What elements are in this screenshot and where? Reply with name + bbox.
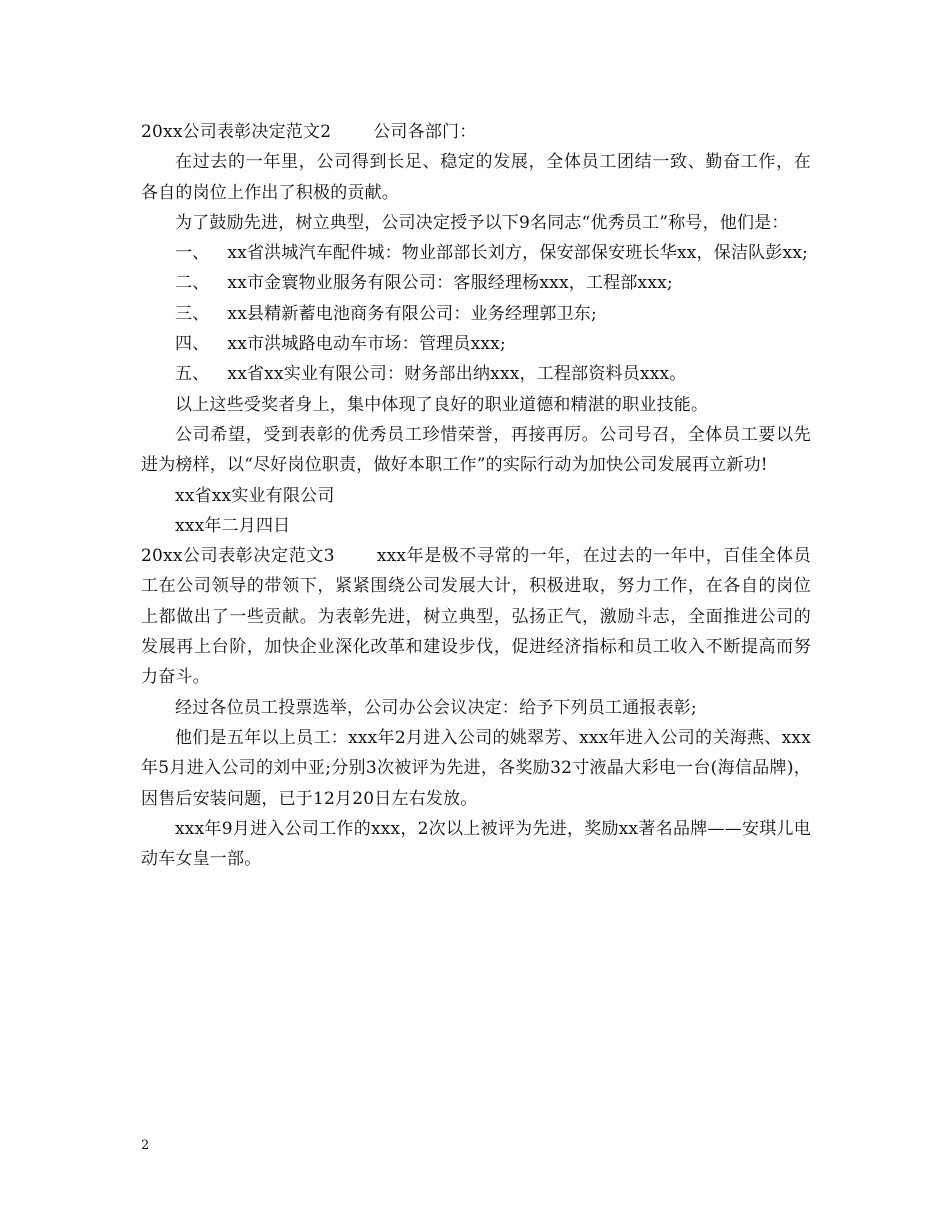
award-item-2 bbox=[141, 268, 811, 298]
award-item-text: xx县精新蓄电池商务有限公司：业务经理郭卫东; bbox=[227, 303, 597, 324]
document-body bbox=[141, 117, 811, 874]
signature-company: xx省xx实业有限公司 bbox=[175, 485, 335, 506]
award-item-3 bbox=[141, 299, 811, 329]
page-number: 2 bbox=[141, 1138, 150, 1153]
award-item-text: xx省洪城汽车配件城：物业部部长刘方，保安部保安班长华xx，保洁队彭xx; bbox=[227, 243, 809, 264]
section2-heading-line bbox=[141, 117, 811, 147]
award-item-text: xx市金寰物业服务有限公司：客服经理杨xxx，工程部xxx; bbox=[227, 273, 673, 294]
award-item-number: 五、 bbox=[175, 364, 210, 385]
award-item-text: xx省xx实业有限公司：财务部出纳xxx，工程部资料员xxx。 bbox=[227, 364, 687, 385]
signature-date: xxx年二月四日 bbox=[175, 515, 291, 536]
award-item-4 bbox=[141, 329, 811, 359]
section3-paragraph-4: xxx年9月进入公司工作的xxx，2次以上被评为先进，奖励xx著名品牌——安琪儿电动车女皇一部。 bbox=[141, 818, 811, 870]
section3-heading: 20xx公司表彰决定范文3 bbox=[141, 546, 335, 567]
section2-salutation: 公司各部门： bbox=[373, 122, 477, 142]
award-item-number: 一、 bbox=[175, 243, 210, 264]
section2-paragraph-3: 以上这些受奖者身上，集中体现了良好的职业道德和精湛的职业技能。 bbox=[175, 394, 709, 415]
award-item-text: xx市洪城路电动车市场：管理员xxx; bbox=[227, 334, 506, 355]
section3-paragraph-1: xxx年是极不寻常的一年，在过去的一年中，百佳全体员工在公司领导的带领下，紧紧围绕公司发展大计，积极进取，努力工作，在各自的岗位上都做出了一些贡献。为表彰先进，树立典型，弘扬正气，激励斗志，全面推进公司的发展再上台阶，加快企业深化改革和建设步伐，促进经济指标和员工收入不断提高而努力奋斗。 bbox=[141, 546, 811, 688]
award-item-number: 三、 bbox=[175, 303, 210, 324]
award-item-number: 二、 bbox=[175, 273, 210, 294]
award-item-number: 四、 bbox=[175, 334, 210, 355]
section2-heading: 20xx公司表彰决定范文2 bbox=[141, 122, 332, 142]
section2-paragraph-4: 公司希望，受到表彰的优秀员工珍惜荣誉，再接再厉。公司号召，全体员工要以先进为榜样，以“尽好岗位职责，做好本职工作”的实际行动为加快公司发展再立新功! bbox=[141, 424, 811, 476]
section3-paragraph-3: 他们是五年以上员工：xxx年2月进入公司的姚翠芳、xxx年进入公司的关海燕、xxx年5月进入公司的刘中亚;分别3次被评为先进，各奖励32寸液晶大彩电一台(海信品牌)，因售后安装问题，已于12月20日左右发放。 bbox=[141, 727, 811, 809]
section2-paragraph-2: 为了鼓励先进，树立典型，公司决定授予以下9名同志“优秀员工”称号，他们是： bbox=[175, 212, 789, 233]
award-item-1 bbox=[141, 238, 811, 268]
section2-paragraph-1: 在过去的一年里，公司得到长足、稳定的发展，全体员工团结一致、勤奋工作，在各自的岗位上作出了积极的贡献。 bbox=[141, 152, 811, 203]
section3-paragraph-2: 经过各位员工投票选举，公司办公会议决定：给予下列员工通报表彰; bbox=[175, 697, 697, 718]
award-item-5 bbox=[141, 359, 811, 389]
section3-first-paragraph bbox=[141, 541, 811, 692]
